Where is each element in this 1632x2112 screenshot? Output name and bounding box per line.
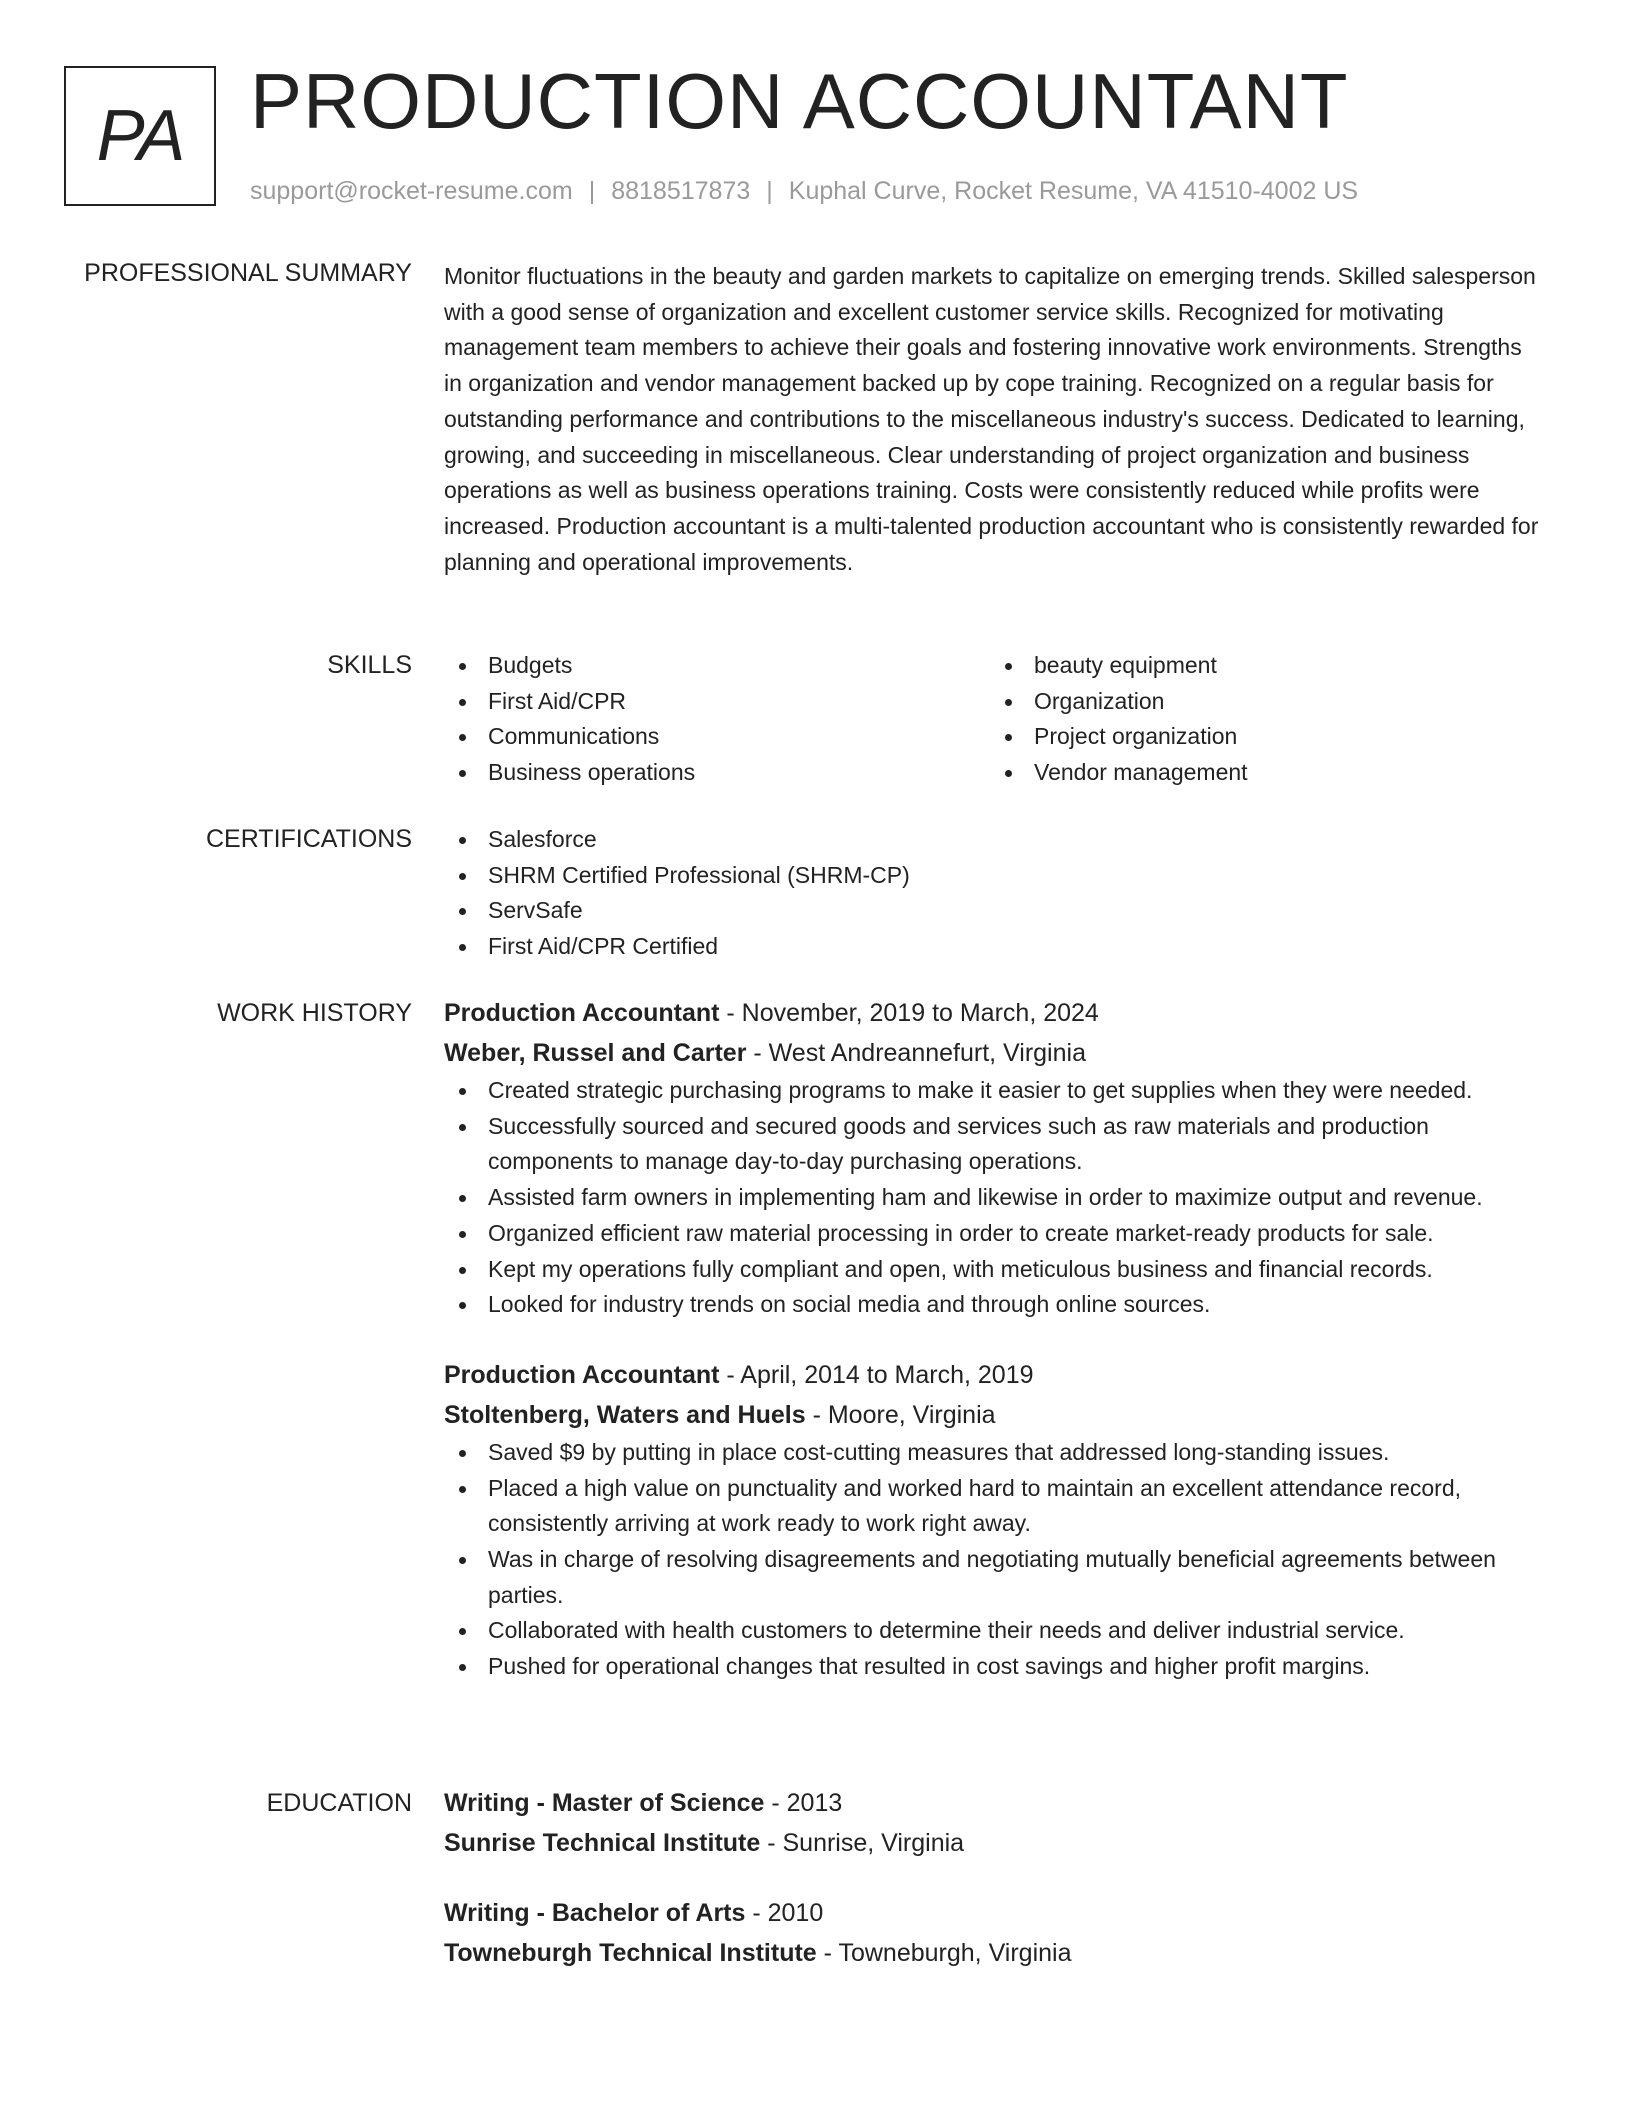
job-title-line	[444, 993, 1544, 1033]
job-entry	[444, 1355, 1544, 1685]
skill-item: beauty equipment	[990, 648, 1536, 684]
job-company: Weber, Russel and Carter	[444, 1039, 747, 1067]
skills-body	[444, 648, 1544, 791]
job-bullet: Was in charge of resolving disagreements and negotiating mutually beneficial agreements between parties.	[444, 1542, 1544, 1613]
skill-item: Communications	[444, 719, 990, 755]
job-company: Stoltenberg, Waters and Huels	[444, 1400, 806, 1429]
education-degree-line	[444, 1893, 1544, 1933]
job-company-line	[444, 1033, 1544, 1073]
certification-item: ServSafe	[444, 893, 1544, 929]
job-bullet: Created strategic purchasing programs to make it easier to get supplies when they were needed.	[444, 1073, 1544, 1109]
education-body	[444, 1783, 1544, 1973]
job-location: - Moore, Virginia	[805, 1400, 996, 1429]
certification-item: SHRM Certified Professional (SHRM-CP)	[444, 858, 1544, 894]
job-bullet: Kept my operations fully compliant and open, with meticulous business and financial records.	[444, 1252, 1544, 1288]
job-title-line	[444, 1355, 1544, 1395]
job-dates: - November, 2019 to March, 2024	[719, 999, 1099, 1027]
education-location: - Towneburgh, Virginia	[816, 1939, 1072, 1967]
monogram-logo: PA	[64, 66, 216, 206]
contact-email: support@rocket-resume.com	[250, 177, 573, 205]
education-school: Sunrise Technical Institute	[444, 1829, 761, 1857]
job-title: Production Accountant	[444, 1360, 720, 1389]
education-degree: Writing - Bachelor of Arts	[444, 1899, 746, 1927]
education-entry	[444, 1783, 1544, 1863]
skill-item: Project organization	[990, 719, 1536, 755]
education-degree-line	[444, 1783, 1544, 1823]
education-school-line	[444, 1933, 1544, 1973]
skill-item: Organization	[990, 684, 1536, 720]
job-entry	[444, 993, 1544, 1323]
certifications-body	[444, 822, 1544, 965]
summary-text: Monitor fluctuations in the beauty and garden markets to capitalize on emerging trends. Skilled salesperson with a good sense of organization and excellent customer service skills. Recognized for motivating management team members to achieve their goals and fostering innovative work environments. Strengths in organization and vendor management backed up by cope training. Recognized on a regular basis for outstanding performance and contributions to the miscellaneous industry's success. Dedicated to learning, growing, and succeeding in miscellaneous. Clear understanding of project organization and business operations as well as business operations training. Costs were consistently reduced while profits were increased. Production accountant is a multi-talented production accountant who is consistently rewarded for planning and operational improvements.	[444, 263, 1539, 575]
job-bullet-list	[444, 1435, 1544, 1685]
job-bullet: Pushed for operational changes that resulted in cost savings and higher profit margins.	[444, 1649, 1544, 1685]
job-dates: - April, 2014 to March, 2019	[719, 1360, 1034, 1389]
section-label-work-history: WORK HISTORY	[217, 999, 412, 1027]
job-title: Production Accountant	[444, 999, 720, 1027]
education-entry	[444, 1893, 1544, 1973]
education-degree: Writing - Master of Science	[444, 1789, 765, 1817]
resume-title: PRODUCTION ACCOUNTANT	[250, 57, 1349, 145]
certification-item: First Aid/CPR Certified	[444, 929, 1544, 965]
job-bullet: Placed a high value on punctuality and worked hard to maintain an excellent attendance record, consistently arriving at work ready to work right away.	[444, 1471, 1544, 1542]
contact-phone: 8818517873	[611, 177, 751, 205]
contact-address: Kuphal Curve, Rocket Resume, VA 41510-4002 US	[788, 177, 1359, 205]
job-bullet: Saved $9 by putting in place cost-cutting measures that addressed long-standing issues.	[444, 1435, 1544, 1471]
section-label-certifications: CERTIFICATIONS	[205, 825, 412, 853]
skill-item: First Aid/CPR	[444, 684, 990, 720]
job-bullet: Organized efficient raw material processing in order to create market-ready products for sale.	[444, 1216, 1544, 1252]
skills-column-right	[990, 648, 1536, 791]
job-bullet: Assisted farm owners in implementing ham and likewise in order to maximize output and revenue.	[444, 1180, 1544, 1216]
section-label-education: EDUCATION	[266, 1789, 412, 1817]
summary-body	[444, 259, 1544, 580]
skill-item: Business operations	[444, 755, 990, 791]
job-bullet: Looked for industry trends on social media and through online sources.	[444, 1287, 1544, 1323]
skill-item: Budgets	[444, 648, 990, 684]
contact-separator: |	[766, 177, 773, 205]
education-school: Towneburgh Technical Institute	[444, 1939, 817, 1967]
skills-column-left	[444, 648, 990, 791]
section-label-skills: SKILLS	[327, 651, 412, 679]
job-bullet: Successfully sourced and secured goods and services such as raw materials and production components to manage day-to-day purchasing operations.	[444, 1109, 1544, 1180]
section-label-summary: PROFESSIONAL SUMMARY	[84, 259, 412, 287]
education-location: - Sunrise, Virginia	[760, 1829, 965, 1857]
contact-line	[250, 174, 1358, 208]
work-history-body	[444, 993, 1544, 1685]
education-year: - 2010	[745, 1899, 824, 1927]
certification-item: Salesforce	[444, 822, 1544, 858]
education-year: - 2013	[764, 1789, 843, 1817]
job-location: - West Andreannefurt, Virginia	[746, 1039, 1086, 1067]
job-company-line	[444, 1395, 1544, 1435]
contact-separator: |	[588, 177, 596, 205]
job-bullet-list	[444, 1073, 1544, 1323]
education-school-line	[444, 1823, 1544, 1863]
skill-item: Vendor management	[990, 755, 1536, 791]
job-bullet: Collaborated with health customers to determine their needs and deliver industrial service.	[444, 1613, 1544, 1649]
